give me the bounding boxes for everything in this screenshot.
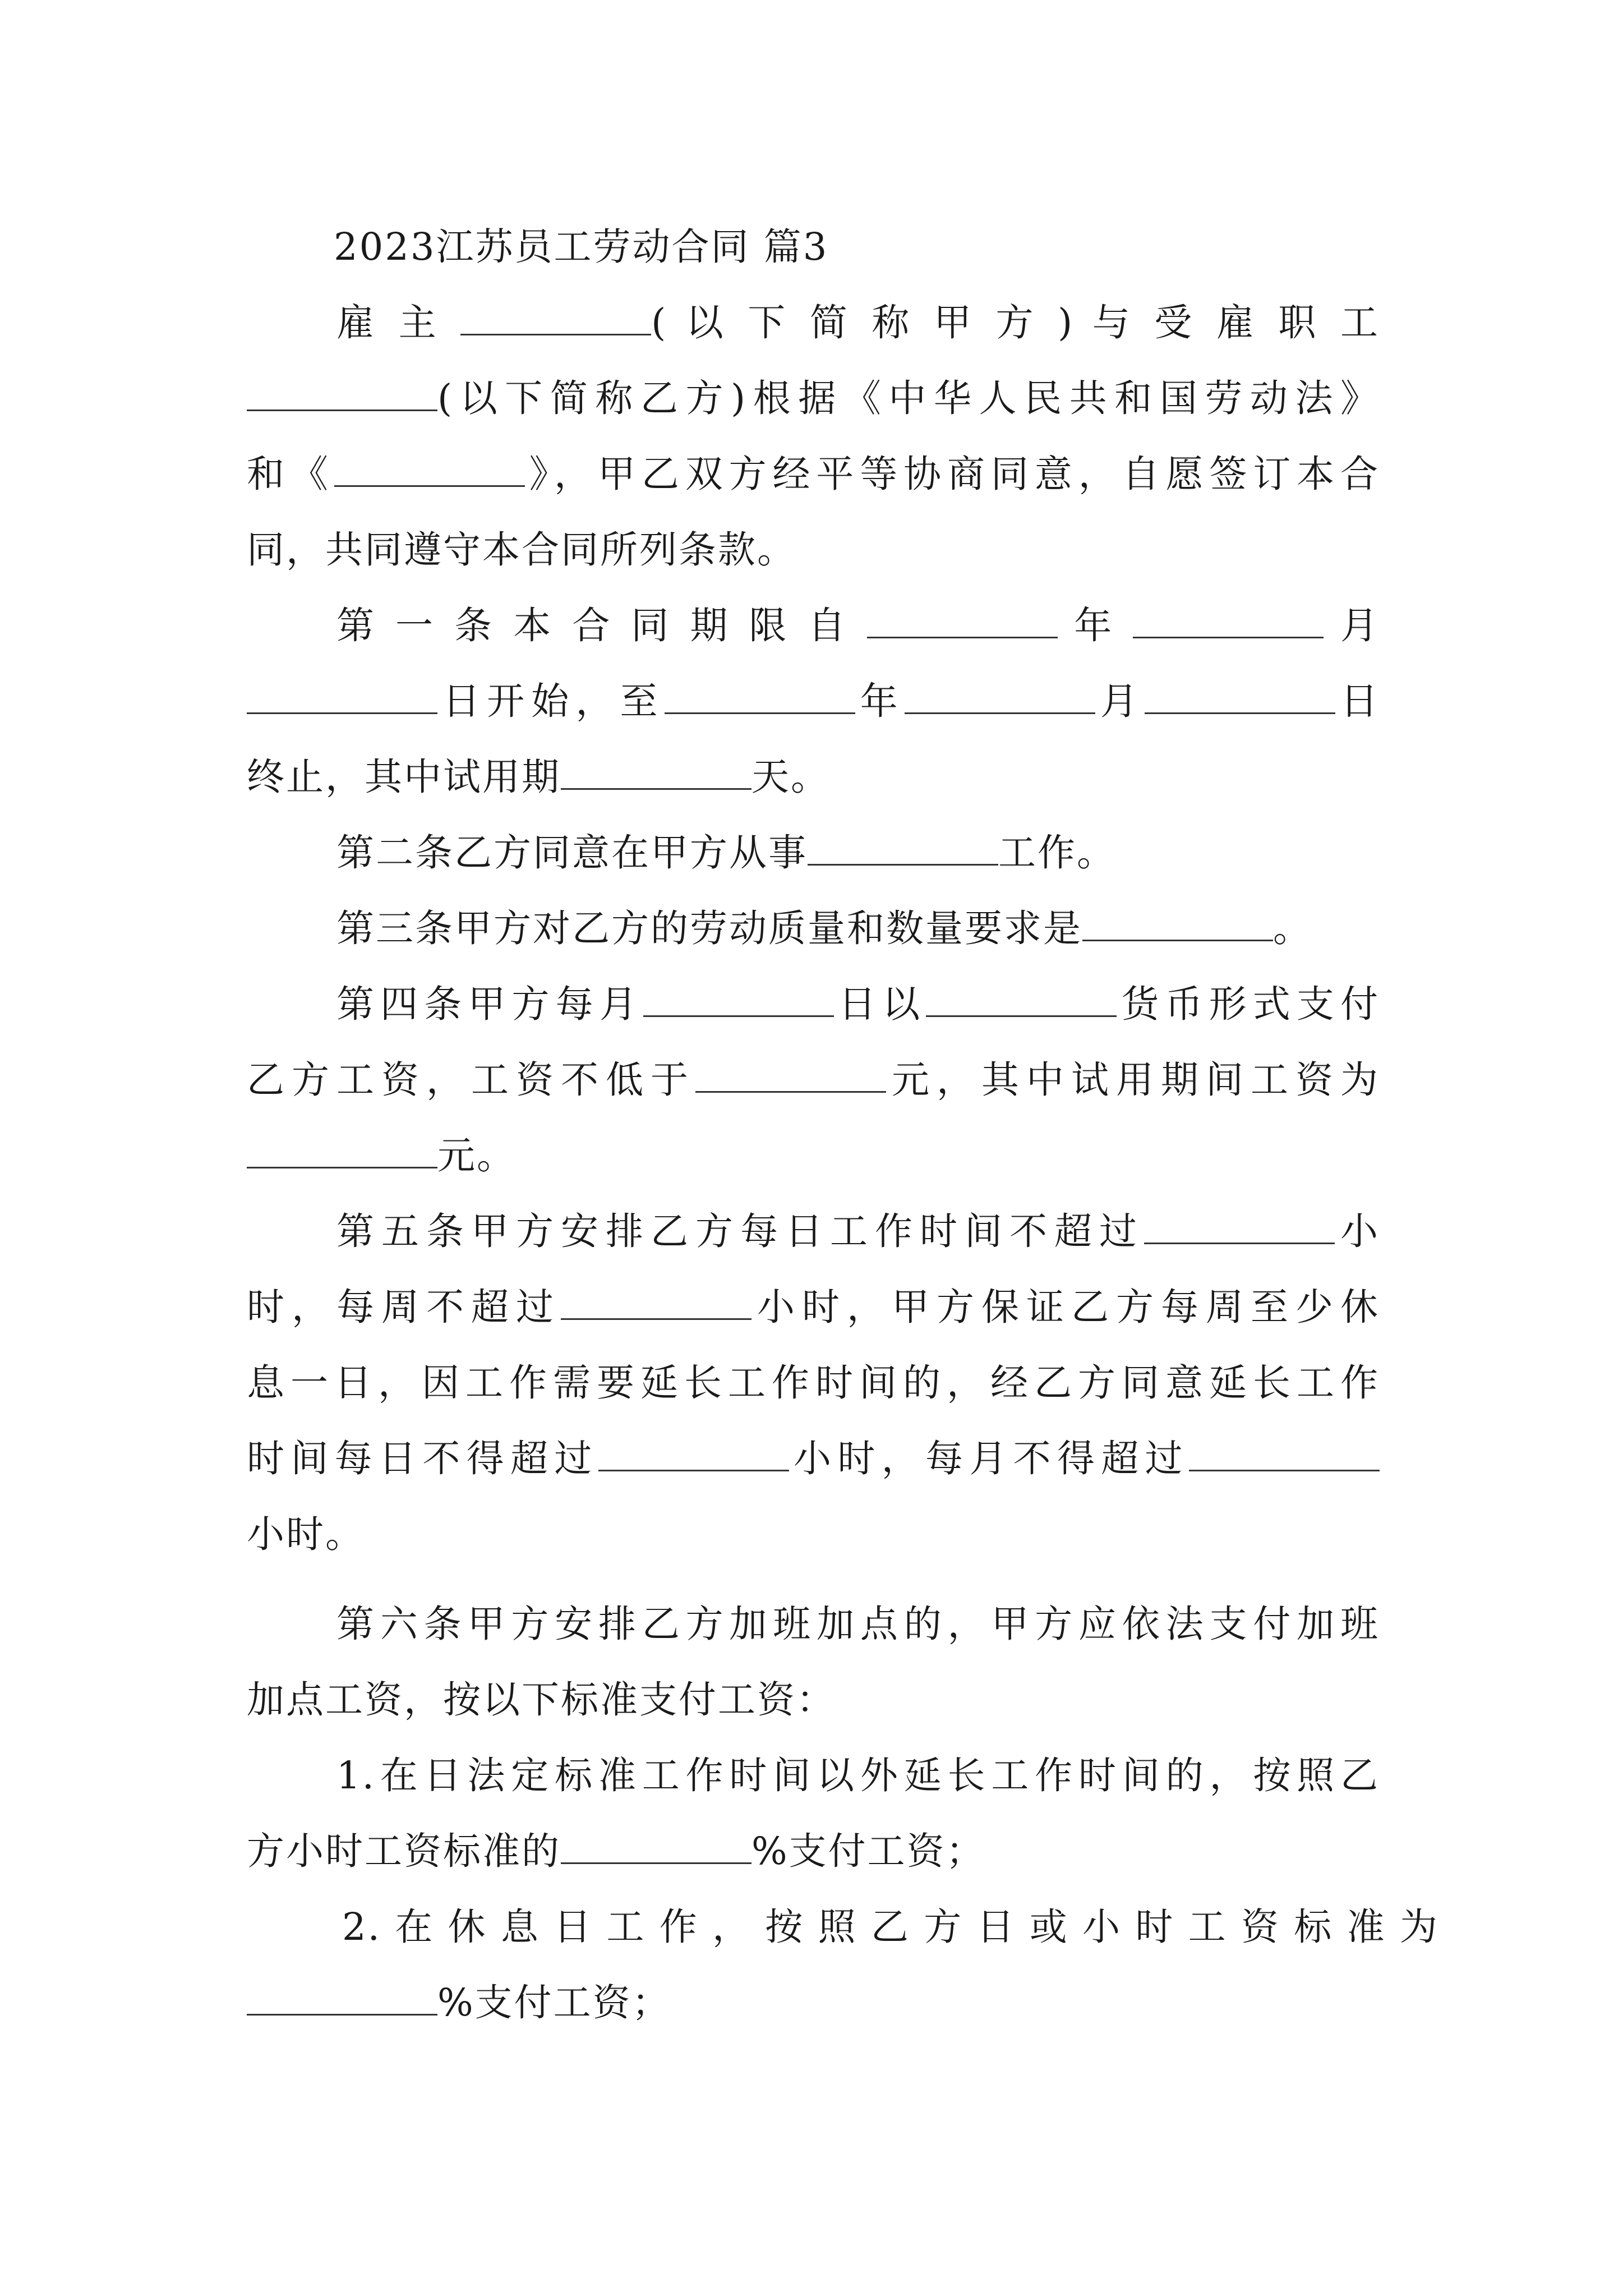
fill-blank <box>905 679 1095 714</box>
paragraph-line: 第二条乙方同意在甲方从事 工作。 <box>336 831 1116 875</box>
fill-blank <box>598 1436 789 1471</box>
fill-blank <box>1133 603 1324 638</box>
paragraph-line: 第四条甲方每月 日以 货币形式支付 <box>336 982 1380 1026</box>
paragraph-line: 和《 》，甲乙双方经平等协商同意，自愿签订本合 <box>247 452 1380 496</box>
paragraph-line: 日开始，至 年 月 日 <box>247 670 1380 732</box>
fill-blank <box>1189 1436 1380 1471</box>
paragraph-line: 终止，其中试用期 天。 <box>247 755 830 799</box>
fill-blank <box>247 679 437 714</box>
paragraph-line: 小时。 <box>247 1512 365 1556</box>
fill-blank <box>561 754 751 790</box>
fill-blank <box>926 982 1117 1017</box>
fill-blank <box>247 1980 437 2016</box>
paragraph-line: 第五条甲方安排乙方每日工作时间不超过 小 <box>336 1209 1380 1253</box>
fill-blank <box>1145 679 1335 714</box>
fill-blank <box>695 1057 886 1093</box>
fill-blank <box>561 1829 751 1864</box>
paragraph-line: 加点工资，按以下标准支付工资： <box>247 1678 836 1722</box>
paragraph-line: 元。 <box>247 1125 1380 1186</box>
paragraph-line: 方小时工资标准的 %支付工资； <box>247 1829 985 1873</box>
paragraph-line: 第六条甲方安排乙方加班加点的，甲方应依法支付加班 <box>336 1602 1380 1646</box>
title-text: 2023江苏员工劳动合同 篇3 <box>334 225 829 269</box>
fill-blank <box>1082 906 1273 941</box>
fill-blank <box>665 679 855 714</box>
paragraph-line: 2. 在 休 息 日 工 作 ， 按 照 乙 方 日 或 小 时 工 资 标 准 为 <box>342 1905 1439 1949</box>
fill-blank <box>1144 1209 1335 1244</box>
document-title <box>334 216 1467 278</box>
paragraph-line: 雇 主 ( 以 下 简 称 甲 方 ) 与 受 雇 职 工 <box>336 301 1380 344</box>
paragraph-line: 时间每日不得超过 小时，每月不得超过 <box>247 1428 1380 1489</box>
paragraph-line: 乙方工资，工资不低于 元，其中试用期间工资为 <box>247 1058 1380 1102</box>
paragraph-line: 息一日，因工作需要延长工作时间的，经乙方同意延长工作 <box>247 1361 1380 1405</box>
paragraph-line: 1.在日法定标准工作时间以外延长工作时间的，按照乙 <box>336 1754 1380 1797</box>
paragraph-line: %支付工资； <box>247 1972 1380 2033</box>
paragraph-line: (以下简称乙方)根据《中华人民共和国劳动法》 <box>247 367 1380 429</box>
paragraph-line: 第三条甲方对乙方的劳动质量和数量要求是 。 <box>336 907 1312 950</box>
fill-blank <box>867 603 1058 638</box>
fill-blank <box>561 1285 751 1320</box>
fill-blank <box>334 452 525 487</box>
paragraph-line: 第 一 条 本 合 同 期 限 自 年 月 <box>336 604 1380 647</box>
fill-blank <box>643 982 834 1017</box>
fill-blank <box>247 1133 437 1168</box>
fill-blank <box>247 376 437 411</box>
paragraph-line: 时，每周不超过 小时，甲方保证乙方每周至少休 <box>247 1285 1380 1329</box>
fill-blank <box>460 300 651 335</box>
fill-blank <box>808 830 998 866</box>
paragraph-line: 同，共同遵守本合同所列条款。 <box>247 528 796 572</box>
